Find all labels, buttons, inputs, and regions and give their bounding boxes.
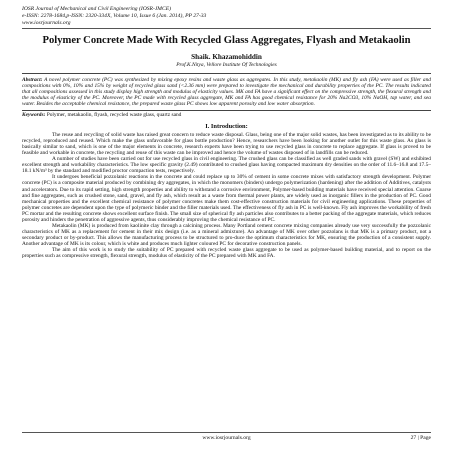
header-rule bbox=[22, 28, 431, 29]
abstract-box bbox=[22, 73, 431, 111]
paper-title: Polymer Concrete Made With Recycled Glass Aggregates, Flyash and Metakaolin bbox=[42, 35, 411, 47]
abstract-label: Abstract: bbox=[22, 76, 43, 83]
section-title: I. Introduction: bbox=[205, 123, 248, 131]
page-footer bbox=[22, 432, 431, 441]
section-body bbox=[22, 132, 431, 259]
footer-url[interactable]: www.iosrjournals.org bbox=[202, 435, 251, 441]
journal-issn: e-ISSN: 2278-1684,p-ISSN: 2320-334X, Volume 10, Issue 6 (Jan. 2014), PP 27-33 bbox=[22, 12, 207, 19]
keywords-text: Polymer, metakaolin, flyash, recycled waste glass, quartz sand bbox=[45, 112, 182, 119]
page-number: 27 | Page bbox=[410, 435, 431, 441]
journal-header bbox=[22, 6, 431, 26]
paragraph: The reuse and recycling of solid waste has raised great concern to reduce waste disposal. Glass, being one of the major solid wastes, has been investigated as to its ability to be recycled, reproduced and reused. Which make the glass unfavorable for glass bottle production? Hence, researchers have been looking for another outlet for this waste glass. As glass is basically similar to sand, which is one of the major elements in concrete, research experts have been trying to use recycled glass in concrete to replace aggregate. If glass is proved to be feasible and workable in concrete, the recycling and reuse of this waste can be improved and hence the volume of wastes disposed of in landfills can be reduced. bbox=[22, 132, 431, 157]
keywords bbox=[22, 112, 431, 118]
paragraph: The aim of this work is to study the suitability of PC prepared with recycled waste glass aggregate to be used as polymer-based building material, and to report on the properties such as compressive strength, flexural strength, modulus of elasticity of the PC prepared with MK and FA. bbox=[22, 246, 431, 260]
paragraph: It undergoes beneficial pozzolanic reactions in the concrete and could replace up to 30% of cement in some concrete mixes with satisfactory strength development. Polymer concrete (PC) is a composite material produced by combining dry aggregates, in which the monomers (binders) undergo polymerization (hardening) after the addition of Additives, catalysts and accelerators. Due to its rapid setting, high strength properties and ability to withstand a corrosive environment, Polymer-based building materials have received special attention. Coarse and fine aggregates, such as crushed stone, sand, gravel, and fly ash, which result as a waste from thermal power plants, are widely used as inorganic fillers in the production of PC. Good mechanical properties and the excellent chemical resistance of polymer concretes make them cost-effective construction materials for civil engineering applications. These properties of polymer concretes are dependent upon the type of polymeric binder and the filler materials used. The effectiveness of fly ash in PC is well-known. Fly ash improves the workability of fresh PC mortar and the resulting concrete shows excellent surface finish. The small size of spherical fly ash particles also contributes to a better packing of the aggregate materials, which reduces porosity and hinders the penetration of aggressive agents, thus considerably improving the chemical resistance of PC. bbox=[22, 174, 431, 223]
journal-website[interactable]: www.iosrjournals.org bbox=[22, 19, 71, 26]
abstract bbox=[22, 77, 431, 107]
abstract-text: A novel polymer concrete (PC) was synthesized by mixing epoxy resins and waste glass as aggregates. In this study, metakaolin (MK) and fly ash (FA) were used as filler and compositions with 0%, 10% and 15% by weight of recycled glass sand (<2.36 mm) were prepared to investigate the mechanical and durability properties of the PC. The results indicated that all compositions assessed in this study display high strength and modulus of elasticity values. MK and FA have a significant effect on the compressive strength, the flexural strength and the modulus of elasticity of the PC. Moreover, the PC made with recycled glass aggregate, MK and FA has good chemical resistance for 20% Na2CO3, 10% NaOH, tap water, and sea water. Besides the acceptable chemical resistance, the prepared waste glass PC shows low apparent porosity and low water absorption. bbox=[22, 76, 431, 107]
journal-name: IOSR Journal of Mechanical and Civil Engineering (IOSR-JMCE) bbox=[22, 6, 171, 12]
paper-author: Shaik. Khazamohiddin bbox=[191, 52, 262, 61]
paragraph: Metakaolin (MK) is produced from kaolinite clay through a calcining process. Many Portland cement concrete mixing companies already use very successfully the pozzolanic characteristics of MK as a replacement for cement in their mix design (i.e. as a mineral admixture). An advantage of MK over other pozzolans is that MK is a primary product, not a secondary product or by-product. This allows the manufacturing process to be structured to pro-duce the optimum characteristics for MK, ensuring the production of a consistent supply. Another advantage of MK is its colour, which is white and produces much lighter coloured PC for decorative construction panels. bbox=[22, 222, 431, 247]
keywords-label: Keywords: bbox=[22, 112, 46, 119]
paper-affiliation: Prof.K.Nitya, Vellore Institute Of Technologies bbox=[176, 61, 277, 68]
paragraph: A number of studies have been carried out for use recycled glass in civil engineering. The crushed glass can be classified as well graded sands with gravel (SW) and exhibited excellent strength and workability characteristics. The low specific gravity (2.49) contributed to crushed glass having compacted maximum dry densities on the order of 11.6–16.8 and 17.5–18.1 kN/m³ by the standard and modified proctor compaction tests, respectively. bbox=[22, 156, 431, 175]
